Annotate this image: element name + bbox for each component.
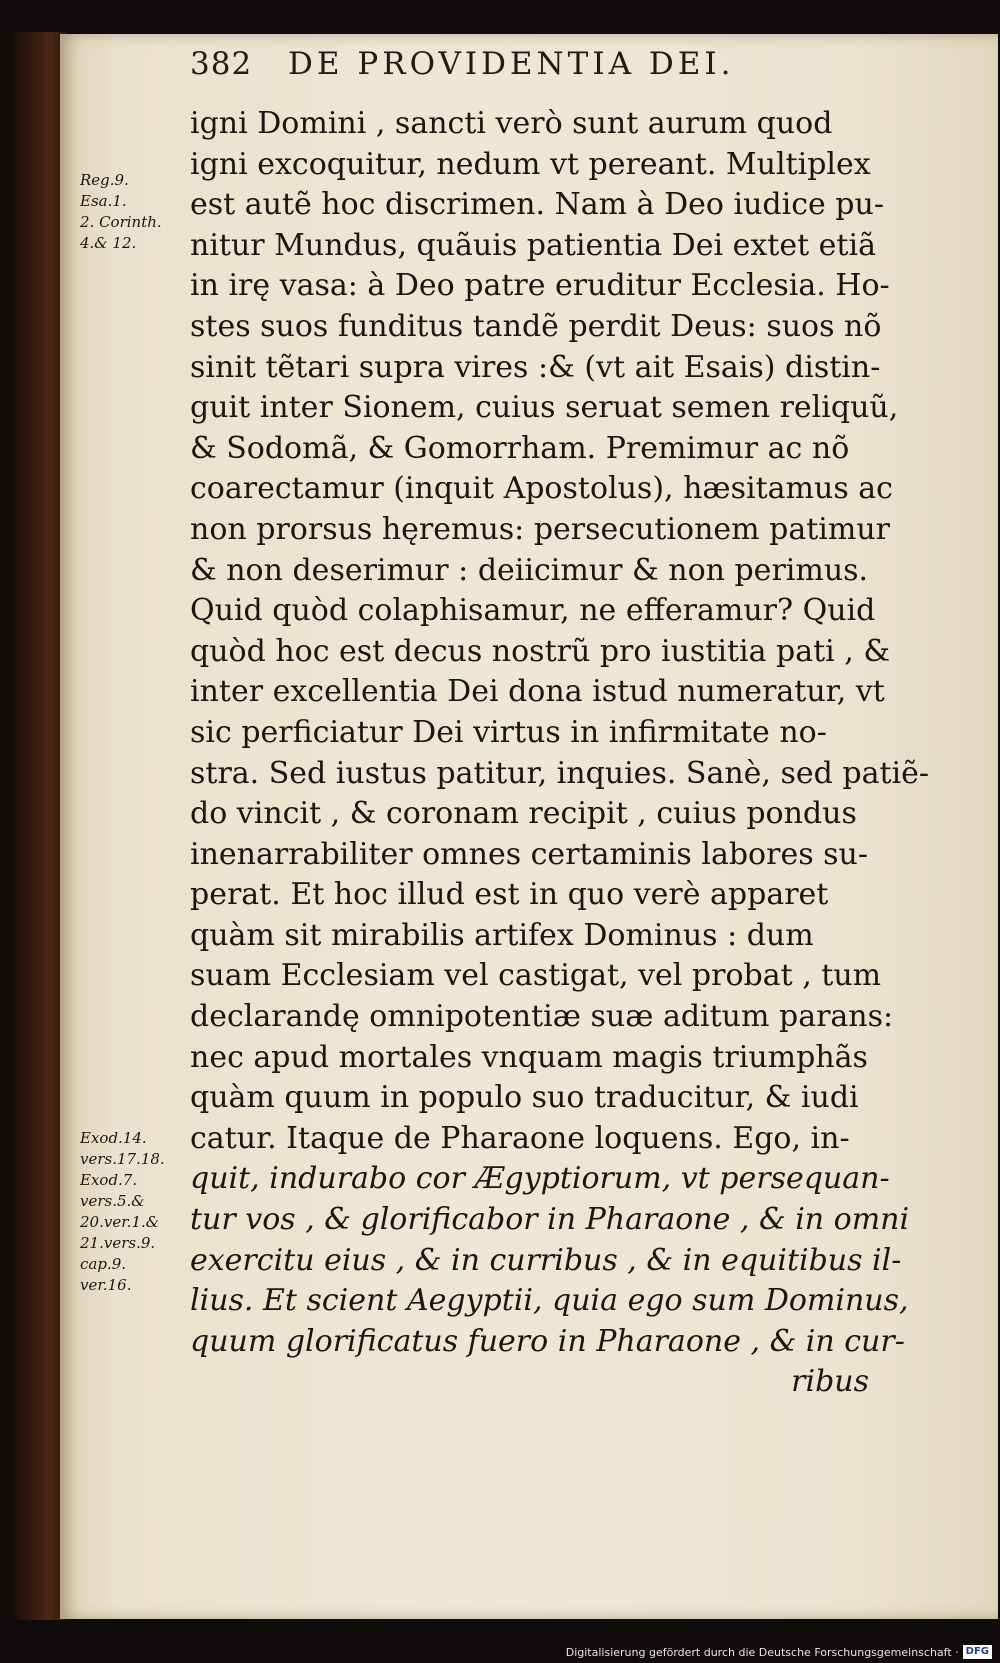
text-line: quàm sit mirabilis artifex Dominus : dum [190,917,814,953]
text-line: suam Ecclesiam vel castigat, vel probat , tum [190,958,882,994]
dfg-logo-icon: DFG [963,1645,992,1659]
margin-note: 21.vers.9. [80,1234,156,1252]
text-line: quàm quum in populo suo traducitur, & iudi [190,1080,859,1116]
credit-text: Digitalisierung gefördert durch die Deutsche Forschungsgemeinschaft · [565,1645,959,1659]
margin-note: Reg.9. [80,171,129,189]
text-line: non prorsus hęremus: persecutionem patimur [190,511,891,547]
margin-note: 4.& 12. [80,234,137,252]
text-line: inenarrabiliter omnes certaminis labores su- [190,836,868,872]
text-line: & non deserimur : deiicimur & non perimus. [190,552,869,588]
text-line: coarectamur (inquit Apostolus), hæsitamus ac [190,471,893,507]
margin-note: vers.5.& [80,1192,145,1210]
text-line: inter excellentia Dei dona istud numeratur, vt [190,674,885,710]
text-line: catur. Itaque de Pharaone loquens. Ego, in- [190,1120,850,1156]
margin-note: cap.9. [80,1255,127,1273]
catchword: ribus [791,1364,869,1400]
text-line: declarandę omnipotentiæ suæ aditum parans: [190,999,894,1035]
body-text [190,104,945,1403]
running-header [190,46,890,102]
running-title: DE PROVIDENTIA DEI. [288,46,735,82]
text-line: sic perficiatur Dei virtus in infirmitate no- [190,714,827,750]
text-line-italic: exercitu eius , & in curribus , & in equitibus il- [190,1242,902,1278]
text-line: igni Domini , sancti verò sunt aurum quod [190,106,833,141]
page-number: 382 [190,46,253,82]
text-line: nitur Mundus, quãuis patientia Dei extet etiã [190,227,876,263]
text-line: & Sodomã, & Gomorrham. Premimur ac nõ [190,430,850,466]
text-line: nec apud mortales vnquam magis triumphãs [190,1039,868,1075]
book-spine [14,32,66,1620]
text-line-italic: lius. Et scient Aegyptii, quia ego sum Dominus, [190,1283,909,1319]
text-line: Quid quòd colaphisamur, ne efferamur? Quid [190,593,876,629]
margin-note: vers.17.18. [80,1150,165,1168]
margin-note: Exod.14. [80,1129,147,1147]
text-line-italic: tur vos , & glorificabor in Pharaone , & in omni [190,1202,910,1238]
text-line: quòd hoc est decus nostrũ pro iustitia pati , & [190,633,891,669]
margin-note: Esa.1. [80,192,127,210]
text-line: do vincit , & coronam recipit , cuius pondus [190,796,857,832]
text-line: igni excoquitur, nedum vt pereant. Multiplex [190,146,871,182]
text-line: stes suos funditus tandẽ perdit Deus: suos nõ [190,308,882,344]
margin-note: 2. Corinth. [80,213,162,231]
margin-note: ver.16. [80,1276,132,1294]
text-line: guit inter Sionem, cuius seruat semen reliquũ, [190,390,899,426]
text-line: perat. Et hoc illud est in quo verè apparet [190,877,829,913]
text-line: est autẽ hoc discrimen. Nam à Deo iudice pu- [190,187,884,223]
text-line: sinit tẽtari supra vires :& (vt ait Esais) distin- [190,349,881,385]
text-line-italic: quit, indurabo cor Ægyptiorum, vt persequan- [190,1161,890,1197]
digitization-credit [566,1643,992,1661]
margin-note: Exod.7. [80,1171,138,1189]
text-line: stra. Sed iustus patitur, inquies. Sanè, sed patiẽ- [190,755,930,791]
text-line: in irę vasa: à Deo patre eruditur Ecclesia. Ho- [190,268,890,304]
margin-note: 20.ver.1.& [80,1213,160,1231]
text-line-italic: quum glorificatus fuero in Pharaone , & in cur- [190,1323,905,1359]
